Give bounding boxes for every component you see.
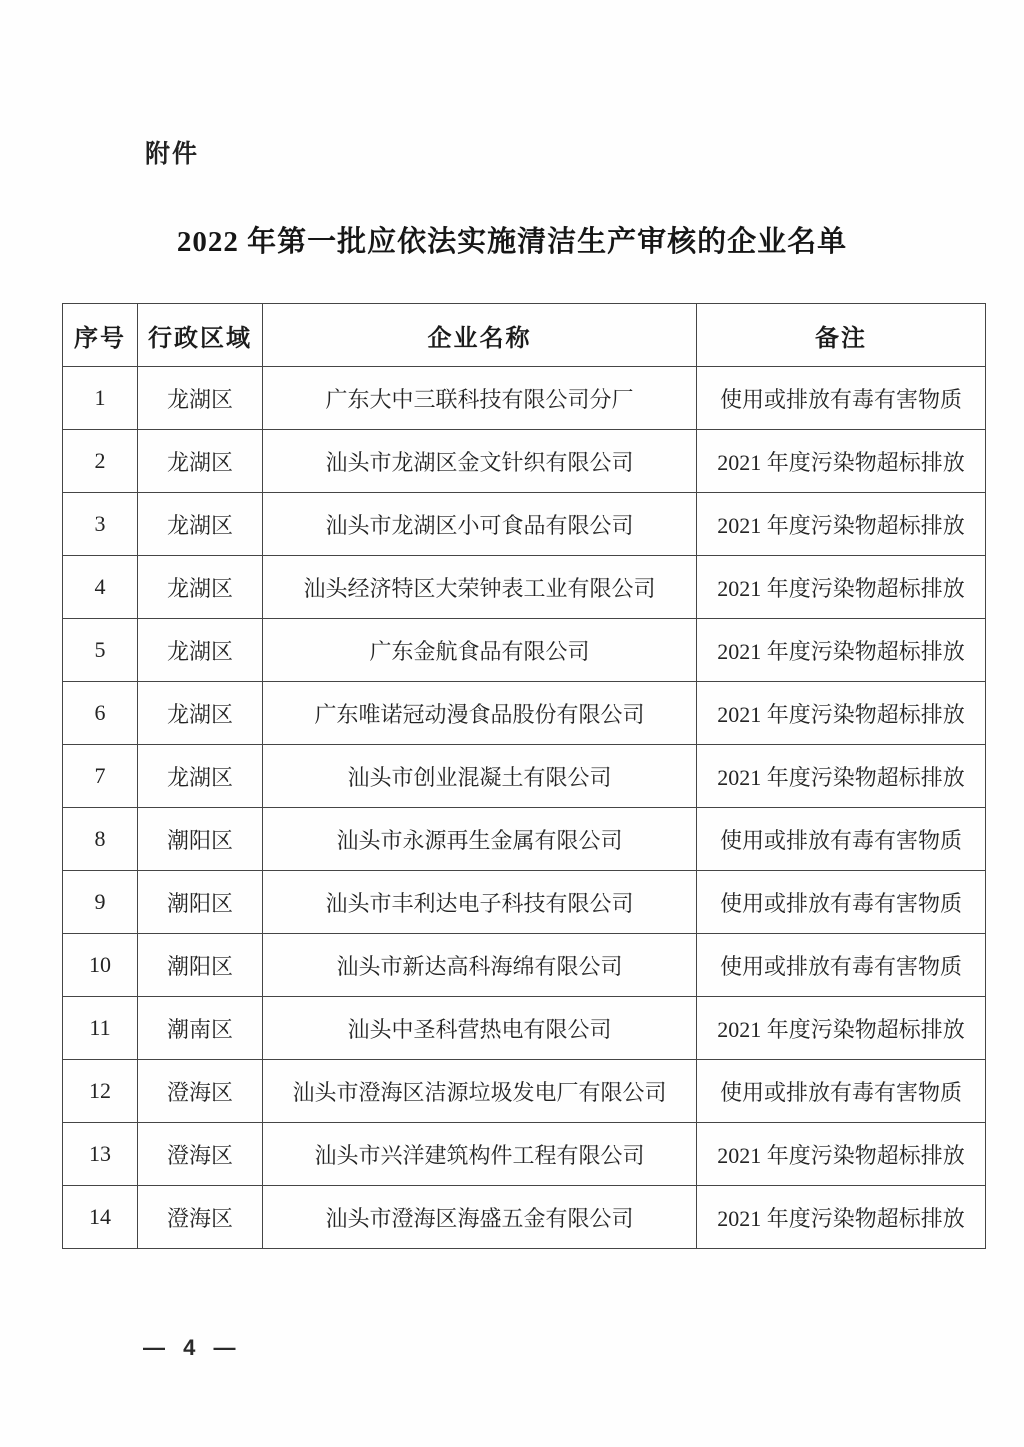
page-number: — 4 — — [143, 1335, 242, 1360]
table-row — [63, 808, 986, 871]
row-number-cell: 12 — [63, 1060, 138, 1123]
company-cell: 广东大中三联科技有限公司分厂 — [263, 367, 697, 430]
row-number-cell: 8 — [63, 808, 138, 871]
company-cell: 广东唯诺冠动漫食品股份有限公司 — [263, 682, 697, 745]
enterprise-table — [62, 303, 986, 1249]
table-row — [63, 493, 986, 556]
company-cell: 汕头市澄海区洁源垃圾发电厂有限公司 — [263, 1060, 697, 1123]
remark-cell: 使用或排放有毒有害物质 — [697, 367, 986, 430]
remark-cell: 使用或排放有毒有害物质 — [697, 934, 986, 997]
row-number-cell: 5 — [63, 619, 138, 682]
table-row — [63, 1123, 986, 1186]
company-cell: 汕头中圣科营热电有限公司 — [263, 997, 697, 1060]
table-row — [63, 682, 986, 745]
district-cell: 龙湖区 — [138, 367, 263, 430]
company-cell: 广东金航食品有限公司 — [263, 619, 697, 682]
header-cell-district: 行政区域 — [138, 304, 263, 367]
header-cell-company: 企业名称 — [263, 304, 697, 367]
district-cell: 澄海区 — [138, 1123, 263, 1186]
district-cell: 龙湖区 — [138, 493, 263, 556]
company-cell: 汕头市龙湖区小可食品有限公司 — [263, 493, 697, 556]
district-cell: 潮南区 — [138, 997, 263, 1060]
district-cell: 潮阳区 — [138, 871, 263, 934]
company-cell: 汕头市丰利达电子科技有限公司 — [263, 871, 697, 934]
table-body — [63, 367, 986, 1249]
remark-cell: 使用或排放有毒有害物质 — [697, 1060, 986, 1123]
remark-cell: 2021 年度污染物超标排放 — [697, 430, 986, 493]
row-number-cell: 10 — [63, 934, 138, 997]
row-number-cell: 13 — [63, 1123, 138, 1186]
company-cell: 汕头经济特区大荣钟表工业有限公司 — [263, 556, 697, 619]
row-number-cell: 14 — [63, 1186, 138, 1249]
district-cell: 潮阳区 — [138, 808, 263, 871]
district-cell: 龙湖区 — [138, 682, 263, 745]
remark-cell: 2021 年度污染物超标排放 — [697, 997, 986, 1060]
district-cell: 龙湖区 — [138, 619, 263, 682]
row-number-cell: 11 — [63, 997, 138, 1060]
company-cell: 汕头市创业混凝土有限公司 — [263, 745, 697, 808]
remark-cell: 2021 年度污染物超标排放 — [697, 619, 986, 682]
row-number-cell: 1 — [63, 367, 138, 430]
district-cell: 龙湖区 — [138, 556, 263, 619]
table-row — [63, 1186, 986, 1249]
remark-cell: 2021 年度污染物超标排放 — [697, 493, 986, 556]
table-row — [63, 745, 986, 808]
table-header — [63, 304, 986, 367]
district-cell: 澄海区 — [138, 1060, 263, 1123]
table-row — [63, 367, 986, 430]
company-cell: 汕头市龙湖区金文针织有限公司 — [263, 430, 697, 493]
table-row — [63, 556, 986, 619]
company-cell: 汕头市兴洋建筑构件工程有限公司 — [263, 1123, 697, 1186]
remark-cell: 使用或排放有毒有害物质 — [697, 871, 986, 934]
table-row — [63, 934, 986, 997]
remark-cell: 2021 年度污染物超标排放 — [697, 745, 986, 808]
table-row — [63, 1060, 986, 1123]
company-cell: 汕头市澄海区海盛五金有限公司 — [263, 1186, 697, 1249]
company-cell: 汕头市新达高科海绵有限公司 — [263, 934, 697, 997]
remark-cell: 2021 年度污染物超标排放 — [697, 1123, 986, 1186]
remark-cell: 使用或排放有毒有害物质 — [697, 808, 986, 871]
page-title: 2022 年第一批应依法实施清洁生产审核的企业名单 — [176, 226, 848, 258]
row-number-cell: 6 — [63, 682, 138, 745]
table-row — [63, 430, 986, 493]
header-cell-remark: 备注 — [697, 304, 986, 367]
table-row — [63, 871, 986, 934]
row-number-cell: 7 — [63, 745, 138, 808]
district-cell: 龙湖区 — [138, 745, 263, 808]
district-cell: 潮阳区 — [138, 934, 263, 997]
header-cell-no: 序号 — [63, 304, 138, 367]
row-number-cell: 2 — [63, 430, 138, 493]
remark-cell: 2021 年度污染物超标排放 — [697, 1186, 986, 1249]
company-cell: 汕头市永源再生金属有限公司 — [263, 808, 697, 871]
row-number-cell: 9 — [63, 871, 138, 934]
table-row — [63, 619, 986, 682]
remark-cell: 2021 年度污染物超标排放 — [697, 682, 986, 745]
row-number-cell: 4 — [63, 556, 138, 619]
table-row — [63, 997, 986, 1060]
district-cell: 澄海区 — [138, 1186, 263, 1249]
remark-cell: 2021 年度污染物超标排放 — [697, 556, 986, 619]
row-number-cell: 3 — [63, 493, 138, 556]
attachment-label: 附件 — [145, 141, 200, 168]
district-cell: 龙湖区 — [138, 430, 263, 493]
table-header-row — [63, 304, 986, 367]
